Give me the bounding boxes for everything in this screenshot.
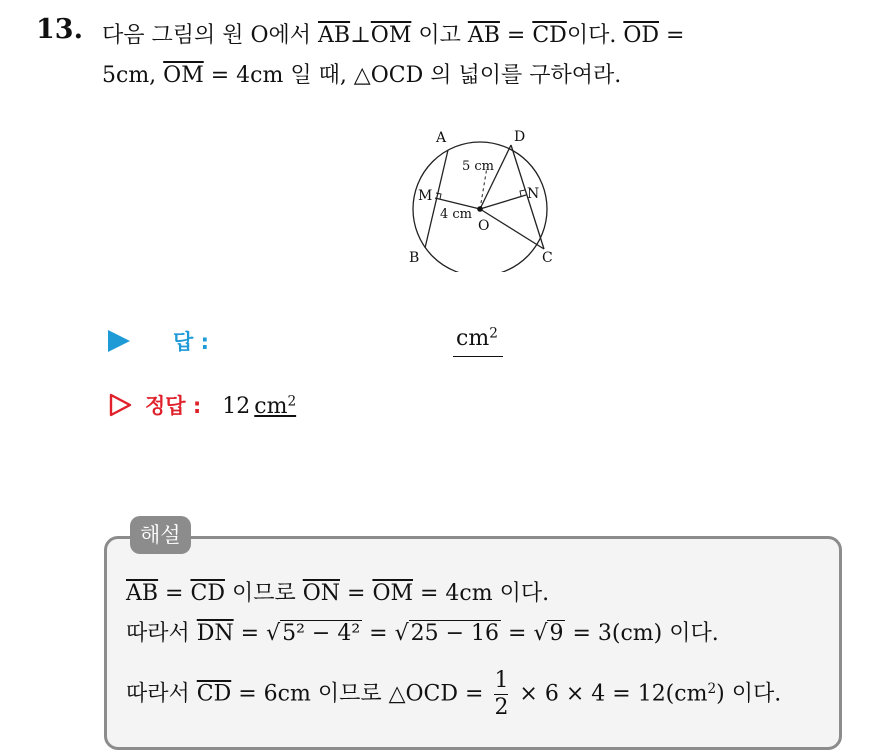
text: = 4cm 이다. — [413, 581, 550, 606]
text: 5cm, — [102, 63, 164, 88]
segment-on — [480, 195, 526, 209]
question-text-line2 — [102, 58, 621, 89]
explanation-title: 해설 — [130, 516, 191, 554]
text: × 6 × 4 = 12(cm — [512, 681, 708, 707]
text: = — [340, 581, 373, 606]
unit-text: cm — [456, 326, 490, 351]
equals: = — [499, 23, 533, 48]
label-a: A — [436, 130, 447, 146]
denominator: 2 — [494, 695, 509, 720]
sqrt-expression: √5² − 4² — [266, 621, 361, 646]
segment-ab: $\overline{AB}$ — [467, 23, 500, 48]
segment-cd: $\overline{CD}$ — [196, 681, 232, 707]
text: 따라서 — [126, 621, 197, 646]
segment-om: $\overline{OM}$ — [372, 581, 413, 606]
segment-od: $\overline{OD}$ — [623, 23, 660, 48]
numerator: 1 — [494, 668, 509, 693]
text: = — [233, 621, 267, 646]
correct-answer-row — [108, 390, 296, 420]
correct-answer-value: 12 — [222, 394, 251, 419]
label-d: D — [514, 129, 526, 145]
sqrt-expression: √25 − 16 — [394, 621, 500, 646]
text: ) 이다. — [716, 681, 782, 707]
unit-text: cm — [254, 394, 288, 419]
segment-cd: $\overline{CD}$ — [190, 581, 225, 606]
segment-ab: $\overline{AB}$ — [318, 23, 351, 48]
question-text-line1 — [102, 18, 684, 49]
play-arrow-icon — [108, 330, 130, 352]
label-m: M — [418, 188, 433, 204]
segment-om: $\overline{OM}$ — [163, 63, 204, 88]
text: 이므로 — [224, 581, 303, 606]
segment-ab: $\overline{AB}$ — [126, 581, 159, 606]
explanation-line3 — [126, 668, 781, 721]
sqrt-expression: √9 — [533, 621, 564, 646]
explanation-line2 — [126, 616, 719, 647]
text: = 4cm 일 때, △OCD 의 넓이를 구하여라. — [203, 63, 622, 88]
segment-on: $\overline{ON}$ — [302, 581, 341, 606]
explanation-line1 — [126, 576, 549, 607]
text: = — [158, 581, 191, 606]
text: 이고 — [411, 23, 468, 48]
text: = — [501, 621, 534, 646]
text: = — [362, 621, 395, 646]
answer-row — [108, 326, 209, 356]
perpendicular-symbol: ⊥ — [350, 23, 371, 48]
text: = 6cm 이므로 △OCD = — [231, 681, 491, 707]
text: 이다. — [566, 23, 624, 48]
text: 따라서 — [126, 681, 197, 707]
length-om-label: 4 cm — [440, 207, 473, 222]
circle-diagram — [404, 122, 564, 272]
outline-arrow-icon — [108, 393, 132, 417]
text: = 3(cm) 이다. — [565, 621, 719, 646]
segment-om: $\overline{OM}$ — [370, 23, 412, 48]
question-number: 13. — [36, 14, 83, 45]
correct-answer-unit — [254, 394, 296, 419]
answer-label: 답 : — [173, 330, 209, 354]
unit-superscript: 2 — [489, 325, 498, 342]
segment-cd: $\overline{CD}$ — [532, 23, 567, 48]
label-o: O — [478, 218, 490, 234]
radicand: 25 − 16 — [410, 621, 500, 646]
segment-oc — [480, 209, 544, 249]
unit-superscript: 2 — [287, 393, 297, 410]
text: 다음 그림의 원 O에서 — [102, 23, 319, 48]
radicand: 5² − 4² — [282, 621, 361, 646]
correct-answer-label: 정답 : — [145, 394, 202, 418]
radicand: 9 — [549, 621, 564, 646]
answer-unit — [456, 326, 498, 351]
label-n: N — [527, 186, 540, 202]
superscript: 2 — [707, 681, 717, 697]
label-c: C — [542, 250, 553, 266]
center-point — [477, 206, 483, 212]
segment-od — [480, 145, 511, 209]
equals: = — [659, 23, 685, 48]
answer-blank-line[interactable] — [453, 356, 503, 357]
label-b: B — [409, 250, 420, 266]
segment-dn: $\overline{DN}$ — [196, 621, 234, 646]
fraction-one-half — [494, 668, 508, 721]
length-od-label: 5 cm — [462, 159, 495, 174]
